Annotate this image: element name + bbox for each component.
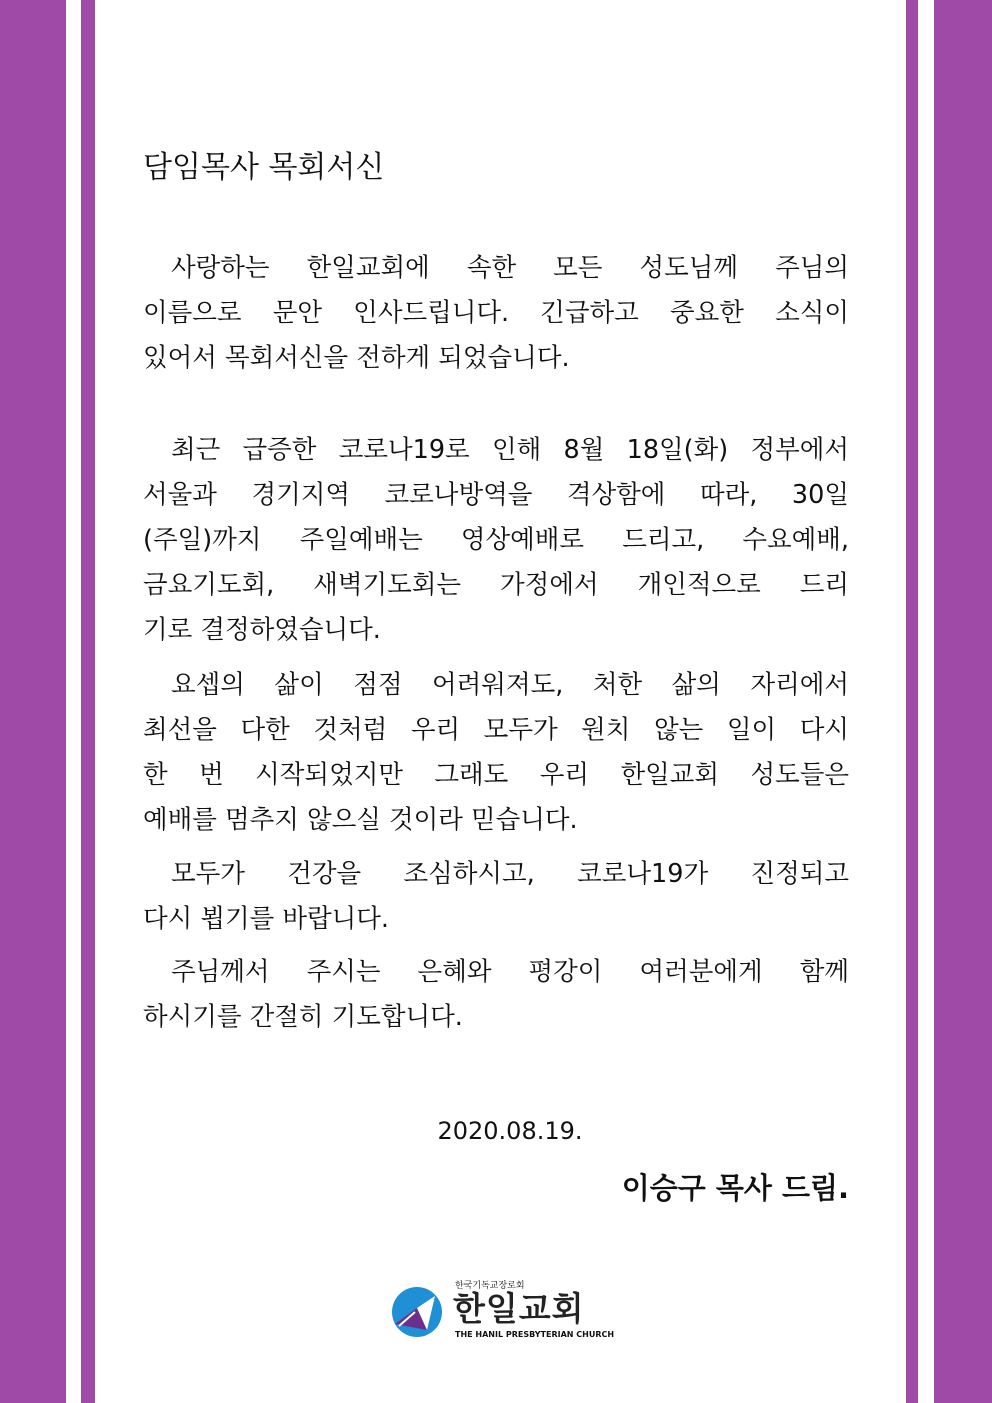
paragraph-line: 예배를 멈추지 않으실 것이라 믿습니다. bbox=[143, 805, 578, 835]
paragraph-line: 이름으로 문안 인사드립니다. 긴급하고 중요한 소식이 bbox=[143, 298, 849, 328]
paragraph-line: 모두가 건강을 조심하시고, 코로나19가 진정되고 bbox=[171, 859, 849, 889]
paragraph-line: 있어서 목회서신을 전하게 되었습니다. bbox=[143, 343, 570, 373]
paragraph-line: 한 번 시작되었지만 그래도 우리 한일교회 성도들은 bbox=[143, 760, 849, 790]
paragraph-line: 기로 결정하였습니다. bbox=[143, 615, 381, 645]
paragraph-2 bbox=[143, 428, 849, 653]
paragraph-line: 서울과 경기지역 코로나방역을 격상함에 따라, 30일 bbox=[143, 480, 849, 510]
paragraph-4 bbox=[143, 852, 849, 942]
paragraph-3 bbox=[143, 663, 849, 843]
paragraph-line: 최선을 다한 것처럼 우리 모두가 원치 않는 일이 다시 bbox=[143, 715, 849, 745]
paragraph-line: 금요기도회, 새벽기도회는 가정에서 개인적으로 드리 bbox=[143, 570, 849, 600]
paragraph-line: (주일)까지 주일예배는 영상예배로 드리고, 수요예배, bbox=[143, 525, 849, 555]
paragraph-line: 하시기를 간절히 기도합니다. bbox=[143, 1002, 463, 1032]
paragraph-line: 다시 뵙기를 바랍니다. bbox=[143, 904, 390, 934]
signature: 이승구 목사 드림. bbox=[621, 1171, 849, 1205]
paragraph-line: 요셉의 삶이 점점 어려워져도, 처한 삶의 자리에서 bbox=[171, 670, 849, 700]
paragraph-5 bbox=[143, 950, 849, 1040]
letter-date: 2020.08.19. bbox=[437, 1117, 583, 1145]
paragraph-line: 최근 급증한 코로나19로 인해 8월 18일(화) 정부에서 bbox=[171, 435, 849, 465]
right-border-outer bbox=[934, 0, 992, 1403]
letter-title: 담임목사 목회서신 bbox=[143, 150, 385, 185]
logo-english-name: THE HANIL PRESBYTERIAN CHURCH bbox=[455, 1330, 615, 1339]
church-logo-icon bbox=[391, 1286, 443, 1338]
logo-name: 한일교회 bbox=[453, 1289, 585, 1328]
left-border-inner bbox=[81, 0, 95, 1403]
paragraph-1 bbox=[143, 246, 849, 381]
paragraph-line: 주님께서 주시는 은혜와 평강이 여러분에게 함께 bbox=[171, 957, 849, 987]
church-logo bbox=[391, 1280, 621, 1350]
left-border-outer bbox=[0, 0, 66, 1403]
right-border-inner bbox=[906, 0, 918, 1403]
logo-subtitle: 한국기독교장로회 bbox=[455, 1281, 525, 1291]
paragraph-line: 사랑하는 한일교회에 속한 모든 성도님께 주님의 bbox=[171, 253, 849, 283]
